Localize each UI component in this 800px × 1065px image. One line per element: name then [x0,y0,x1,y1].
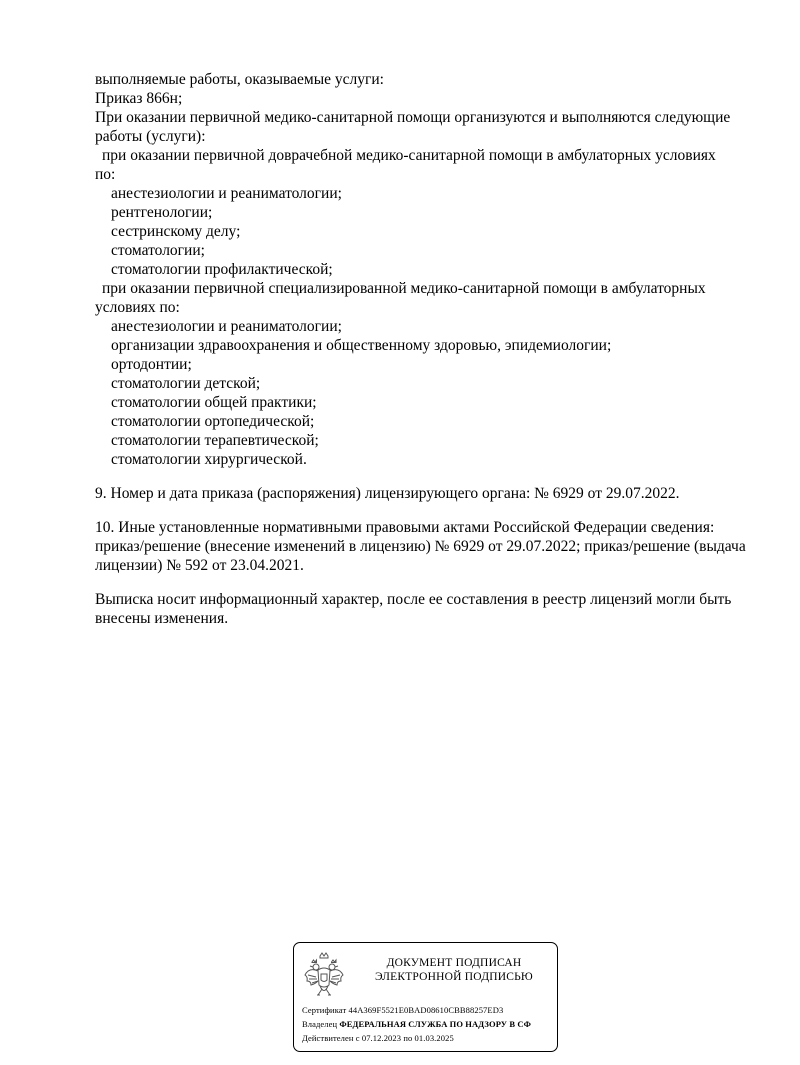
list-item: стоматологии хирургической. [111,451,307,468]
text-line: Приказ 866н; [95,90,183,107]
list-item: организации здравоохранения и общественному здоровью, эпидемиологии; [111,337,612,354]
list-item: стоматологии; [111,242,205,259]
other-info-line: 10. Иные установленные нормативными правовыми актами Российской Федерации сведения: [95,519,715,536]
list-item: стоматологии ортопедической; [111,413,315,430]
document-body [95,70,765,628]
order-number-line: 9. Номер и дата приказа (распоряжения) лицензирующего органа: № 6929 от 29.07.2022. [95,485,680,502]
certificate-validity: Действителен с 07.12.2023 по 01.03.2025 [302,1033,454,1043]
text-line: работы (услуги): [95,128,206,145]
list-item: стоматологии профилактической; [111,261,333,278]
list-item: анестезиологии и реаниматологии; [111,318,342,335]
list-item: анестезиологии и реаниматологии; [111,185,342,202]
stamp-subtitle: ЭЛЕКТРОННОЙ ПОДПИСЬЮ [375,971,533,983]
text-line: по: [95,166,116,183]
disclaimer-line: Выписка носит информационный характер, после ее составления в реестр лицензий могли быть [95,591,732,608]
list-item: стоматологии детской; [111,375,261,392]
text-line: выполняемые работы, оказываемые услуги: [95,71,384,88]
stamp-title: ДОКУМЕНТ ПОДПИСАН [386,957,522,969]
other-info-line: приказ/решение (внесение изменений в лицензию) № 6929 от 29.07.2022; приказ/решение (выдача [95,538,746,555]
electronic-signature-stamp [293,942,558,1052]
text-line: при оказании первичной доврачебной медико-санитарной помощи в амбулаторных условиях [102,147,716,164]
double-headed-eagle-icon [303,951,345,1001]
list-item: сестринскому делу; [111,223,241,240]
text-line: При оказании первичной медико-санитарной помощи организуются и выполняются следующие [95,109,731,126]
text-line: при оказании первичной специализированной медико-санитарной помощи в амбулаторных [102,280,706,297]
list-item: стоматологии общей практики; [111,394,317,411]
list-item: стоматологии терапевтической; [111,432,319,449]
disclaimer-line: внесены изменения. [95,610,229,627]
certificate-owner: ФЕДЕРАЛЬНАЯ СЛУЖБА ПО НАДЗОРУ В СФ [339,1019,531,1029]
list-item: рентгенологии; [111,204,213,221]
other-info-line: лицензии) № 592 от 23.04.2021. [95,557,304,574]
owner-label: Владелец [302,1019,338,1029]
list-item: ортодонтии; [111,356,192,373]
certificate-number: Сертификат 44A369F5521E0BAD08610CBB88257ED3 [302,1005,504,1015]
text-line: условиях по: [95,299,180,316]
certificate-owner-row [302,1019,531,1029]
